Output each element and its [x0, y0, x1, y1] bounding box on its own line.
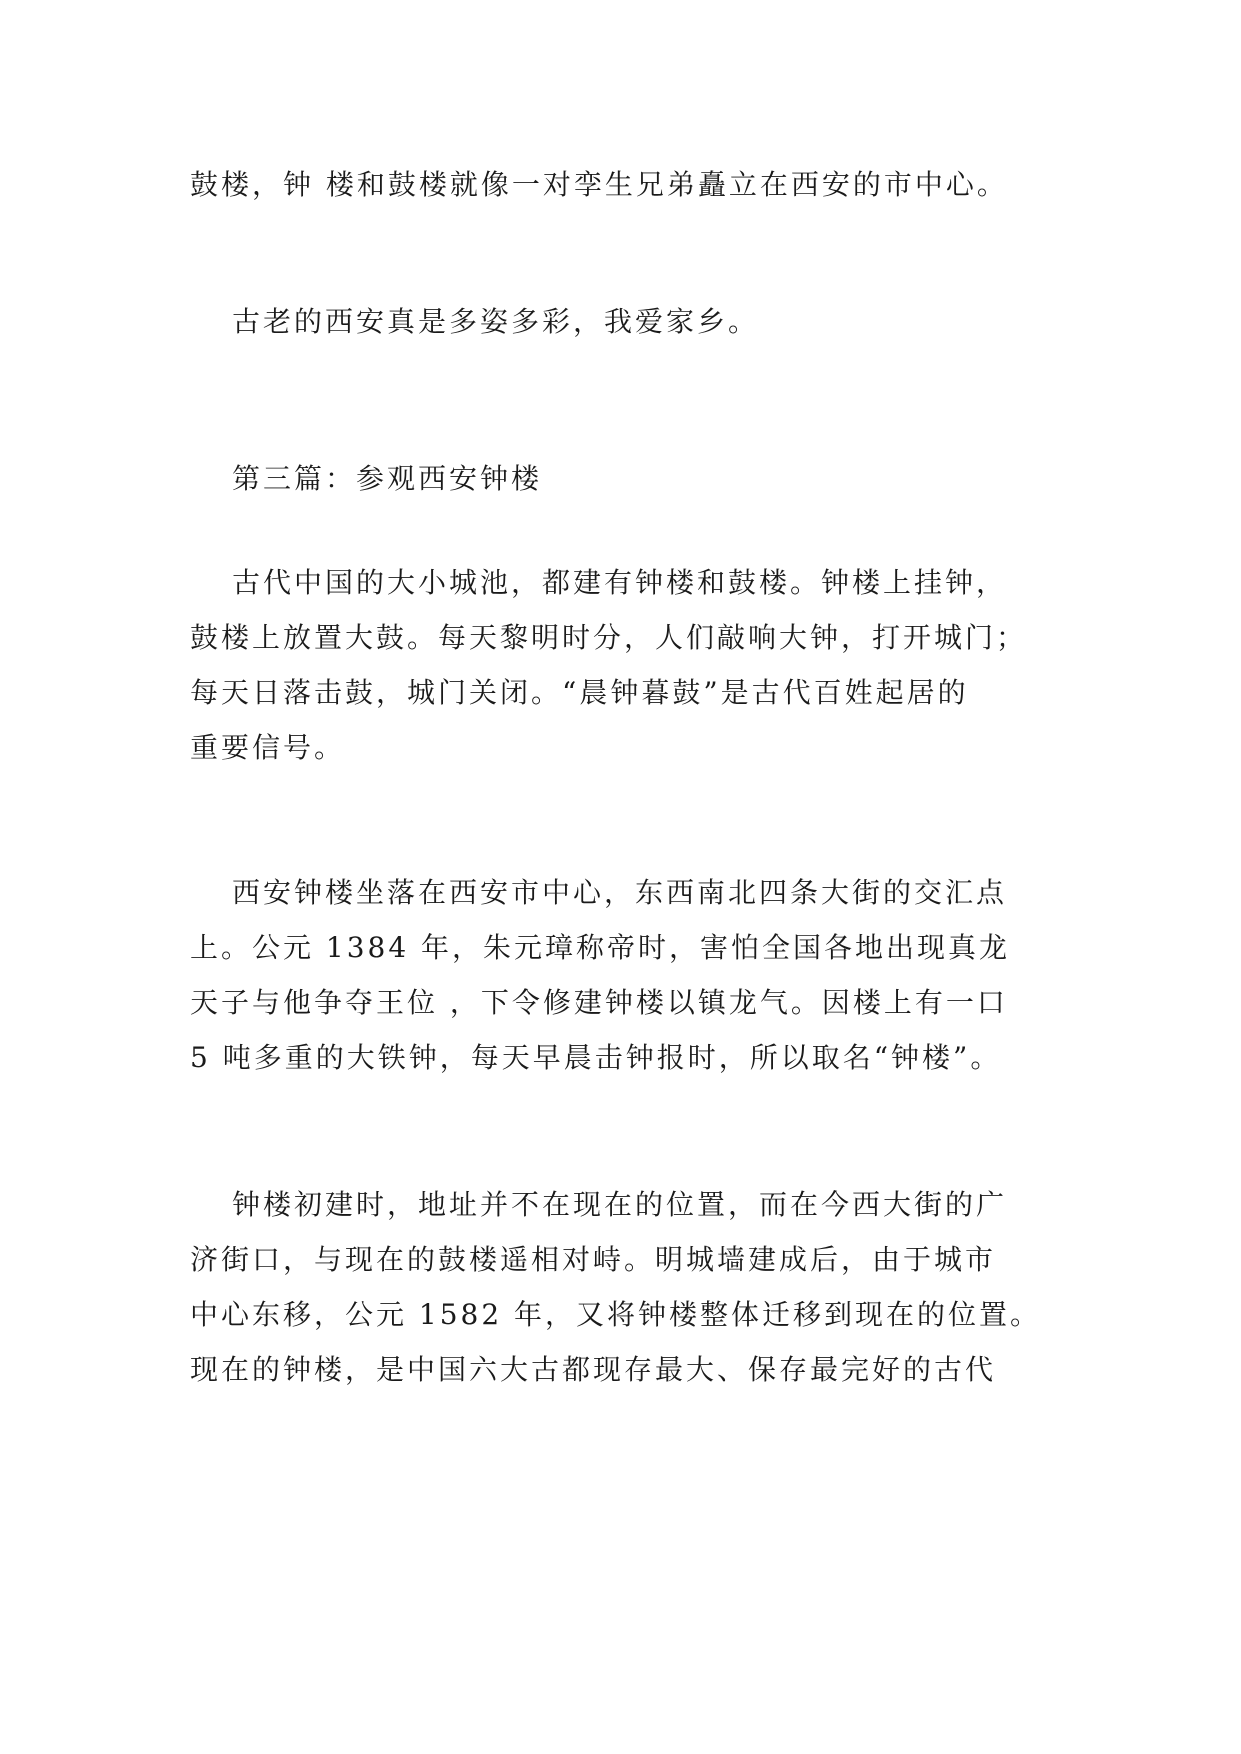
- paragraph-line: 上。公元 1384 年，朱元璋称帝时，害怕全国各地出现真龙: [190, 931, 1011, 964]
- section-heading: 第三篇：参观西安钟楼: [232, 462, 543, 495]
- paragraph-line: 鼓楼，钟 楼和鼓楼就像一对孪生兄弟矗立在西安的市中心。: [190, 168, 1008, 201]
- paragraph-line: 重要信号。: [190, 731, 346, 764]
- paragraph-line: 古代中国的大小城池，都建有钟楼和鼓楼。钟楼上挂钟，: [232, 566, 1008, 599]
- paragraph-line: 钟楼初建时，地址并不在现在的位置，而在今西大街的广: [232, 1188, 1008, 1221]
- paragraph-line: 济街口，与现在的鼓楼遥相对峙。明城墙建成后，由于城市: [190, 1243, 997, 1276]
- paragraph-line: 古老的西安真是多姿多彩，我爱家乡。: [232, 305, 760, 338]
- paragraph-line: 5 吨多重的大铁钟，每天早晨击钟报时，所以取名“钟楼”。: [190, 1041, 1002, 1074]
- paragraph-line: 西安钟楼坐落在西安市中心，东西南北四条大街的交汇点: [232, 876, 1008, 909]
- paragraph-line: 中心东移，公元 1582 年，又将钟楼整体迁移到现在的位置。: [190, 1298, 1042, 1331]
- paragraph-line: 鼓楼上放置大鼓。每天黎明时分，人们敲响大钟，打开城门；: [190, 621, 1028, 654]
- paragraph-line: 现在的钟楼，是中国六大古都现存最大、保存最完好的古代: [190, 1353, 997, 1386]
- paragraph-line: 每天日落击鼓，城门关闭。“晨钟暮鼓”是古代百姓起居的: [190, 676, 969, 709]
- paragraph-line: 天子与他争夺王位 ，下令修建钟楼以镇龙气。因楼上有一口: [190, 986, 1008, 1019]
